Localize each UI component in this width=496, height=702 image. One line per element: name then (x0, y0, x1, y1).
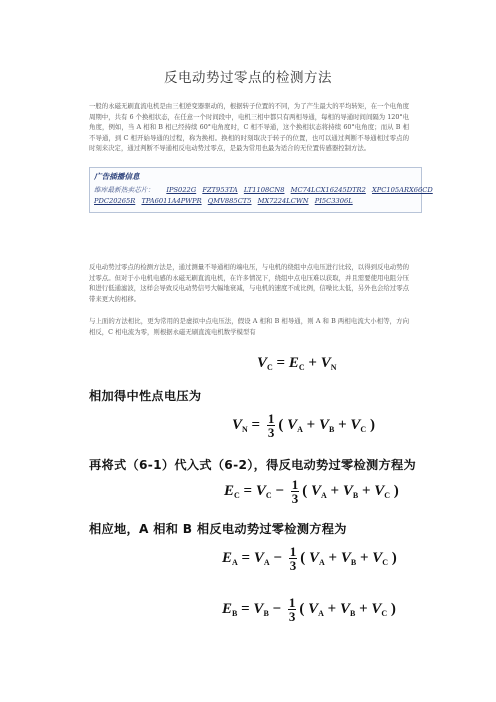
equation-vc: $V_C = E_C + V_N$ (257, 355, 337, 372)
chip-link[interactable]: IPS022G (166, 186, 197, 194)
chip-link[interactable]: QMV885CT5 (207, 197, 252, 205)
equation-ea: $E_A = V_A$ − $\frac{1}{3}$ ( $V_A + V_B + V_C$ ) (222, 544, 397, 573)
equation-vn: $V_N$ = $\frac{1}{3}$ ( $V_A + V_B + V_C$ ) (232, 411, 375, 440)
fraction-one-third: $\frac{1}{3}$ (288, 595, 296, 624)
chip-link[interactable]: MC74LCX16245DTR2 (290, 186, 366, 194)
ad-lead-text: 维库最新热卖芯片： (94, 186, 155, 194)
equation-ec: $E_C = V_C$ − $\frac{1}{3}$ ( $V_A + V_B + V_C$ ) (224, 477, 399, 506)
virtual-neutral-paragraph: 与上面的方法相比，更为常用的是虚拟中点电压法，假设 A 相和 B 相导通，则 A 和 B 两相电流大小相等，方向相反，C 相电流为零，则根据永磁无刷直流电机数学模型有 (89, 317, 409, 336)
chip-link[interactable]: TPA6011A4PWPR (141, 197, 202, 205)
ad-title: 广告插播信息 (94, 172, 140, 181)
chip-link[interactable]: LT1108CN8 (243, 186, 285, 194)
page-title: 反电动势过零点的检测方法 (164, 70, 332, 86)
method-paragraph: 反电动势过零点的检测方法是，通过测量不导通相的端电压，与电机的绕组中点电压进行比较，以得到反电动势的过零点。但对于小电机电感的永磁无刷直流电机，在许多情况下，绕组中点电压难以获取，并且需要使用电阻分压和进行低通滤波，这样会导致反电动势信号大幅地衰减，与电机的速度不成比例，信噪比太低，另外也会给过零点带来更大的相移。 (89, 263, 409, 303)
equation-eb: $E_B = V_B$ − $\frac{1}{3}$ ( $V_A + V_B + V_C$ ) (222, 595, 396, 624)
fraction-one-third: $\frac{1}{3}$ (267, 411, 275, 440)
chip-link[interactable]: FZT953TA (202, 186, 238, 194)
chip-link[interactable]: XPC105ARX66CD (371, 186, 433, 194)
ad-row-1 (94, 184, 437, 194)
chip-link[interactable]: PI5C3306L (314, 197, 353, 205)
heading-zero-crossing: 再将式（6-1）代入式（6-2），得反电动势过零检测方程为 (89, 458, 416, 472)
heading-neutral-voltage: 相加得中性点电压为 (89, 389, 202, 403)
intro-paragraph: 一般的永磁无刷直流电机是由三相逆变器驱动的，根据转子位置的不同，为了产生最大的平均转矩，在一个电角度周期中，共有 6 个换相状态，在任意一个时间段中，电机三相中都只有两相导通，每相的导通时间间隔为 120°电角度，例如，当 A 相和 B 相已经持续 60°电角度时，C 相不导通，这个换相状态将持续 60°电角度；而从 B 相不导通，到 C 相开始导通的过程，称为换相。换相的时刻取决于转子的位置，也可以通过判断不导通相过零点的时刻来决定，通过判断不导通相反电动势过零点，是最为常用也最为适合的无位置传感器控制方法。 (89, 102, 409, 153)
fraction-one-third: $\frac{1}{3}$ (291, 477, 299, 506)
fraction-one-third: $\frac{1}{3}$ (289, 544, 297, 573)
chip-link[interactable]: PDC20265R (94, 197, 136, 205)
ad-box (89, 167, 433, 213)
heading-ab-phase: 相应地，A 相和 B 相反电动势过零检测方程为 (89, 522, 347, 536)
ad-row-2 (94, 197, 357, 205)
chip-link[interactable]: MX7224LCWN (257, 197, 309, 205)
